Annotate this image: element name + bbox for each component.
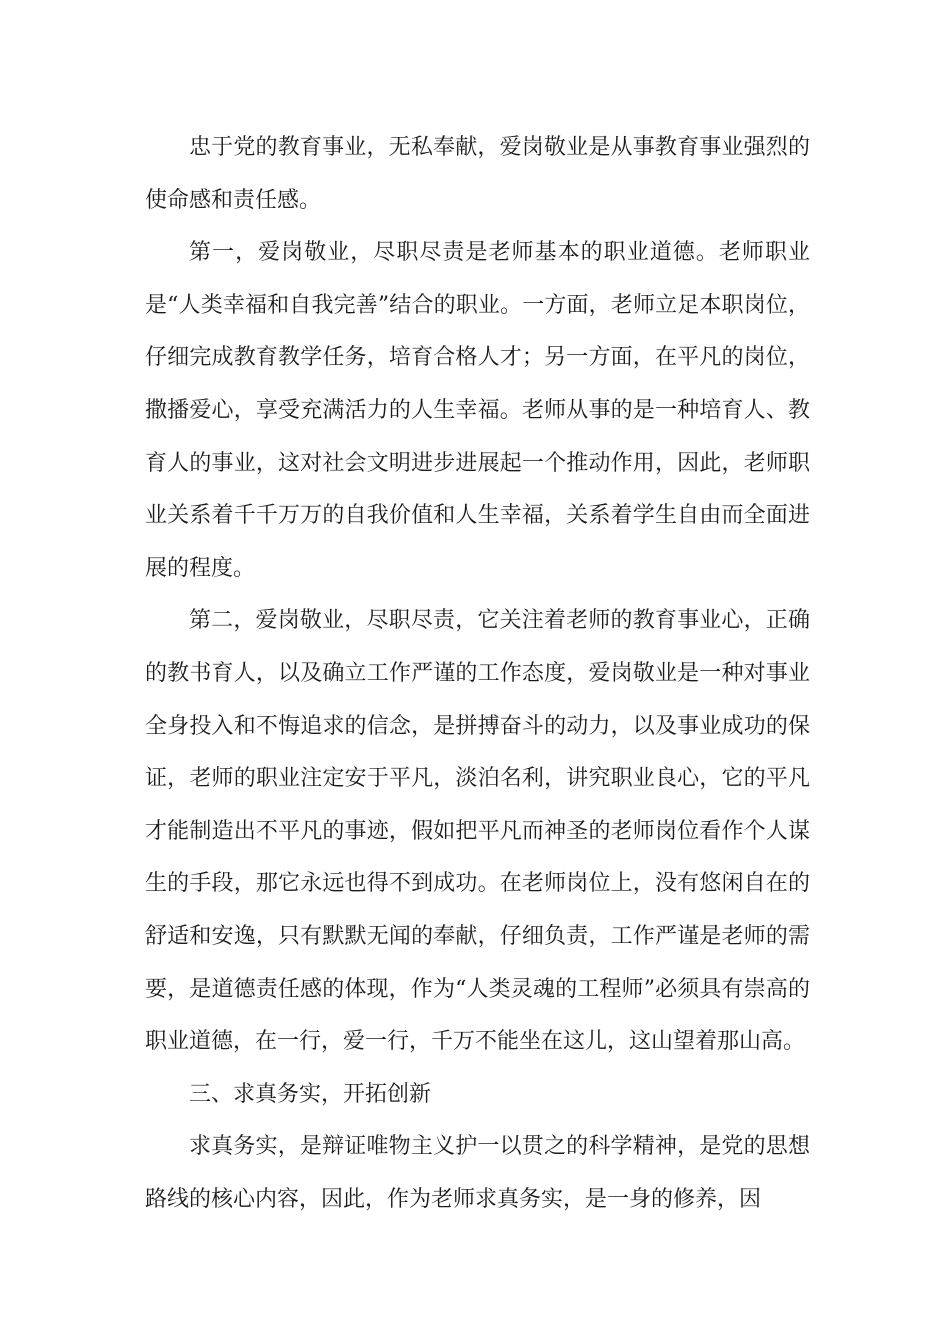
paragraph-2: 第一，爱岗敬业，尽职尽责是老师基本的职业道德。老师职业是“人类幸福和自我完善”结合的职业。一方面，老师立足本职岗位，仔细完成教育教学任务，培育合格人才；另一方面，在平凡的岗位，撒播爱心，享受充满活力的人生幸福。老师从事的是一种培育人、教育人的事业，这对社会文明进步进展起一个推动作用，因此，老师职业关系着千千万万的自我价值和人生幸福，关系着学生自由而全面进展的程度。	[145, 240, 810, 581]
paragraph-4: 求真务实，是辩证唯物主义护一以贯之的科学精神，是党的思想路线的核心内容，因此，作为老师求真务实，是一身的修养，因	[145, 1134, 810, 1212]
section-heading: 三、求真务实，开拓创新	[189, 1081, 432, 1107]
paragraph-1: 忠于党的教育事业，无私奉献，爱岗敬业是从事教育事业强烈的使命感和责任感。	[145, 135, 810, 213]
document-body	[145, 122, 810, 1226]
paragraph-3: 第二，爱岗敬业，尽职尽责，它关注着老师的教育事业心，正确的教书育人，以及确立工作严谨的工作态度，爱岗敬业是一种对事业全身投入和不悔追求的信念，是拼搏奋斗的动力，以及事业成功的保证，老师的职业注定安于平凡，淡泊名利，讲究职业良心，它的平凡才能制造出不平凡的事迹，假如把平凡而神圣的老师岗位看作个人谋生的手段，那它永远也得不到成功。在老师岗位上，没有悠闲自在的舒适和安逸，只有默默无闻的奉献，仔细负责，工作严谨是老师的需要，是道德责任感的体现，作为“人类灵魂的工程师”必须具有崇高的职业道德，在一行，爱一行，千万不能坐在这儿，这山望着那山高。	[145, 608, 810, 1055]
